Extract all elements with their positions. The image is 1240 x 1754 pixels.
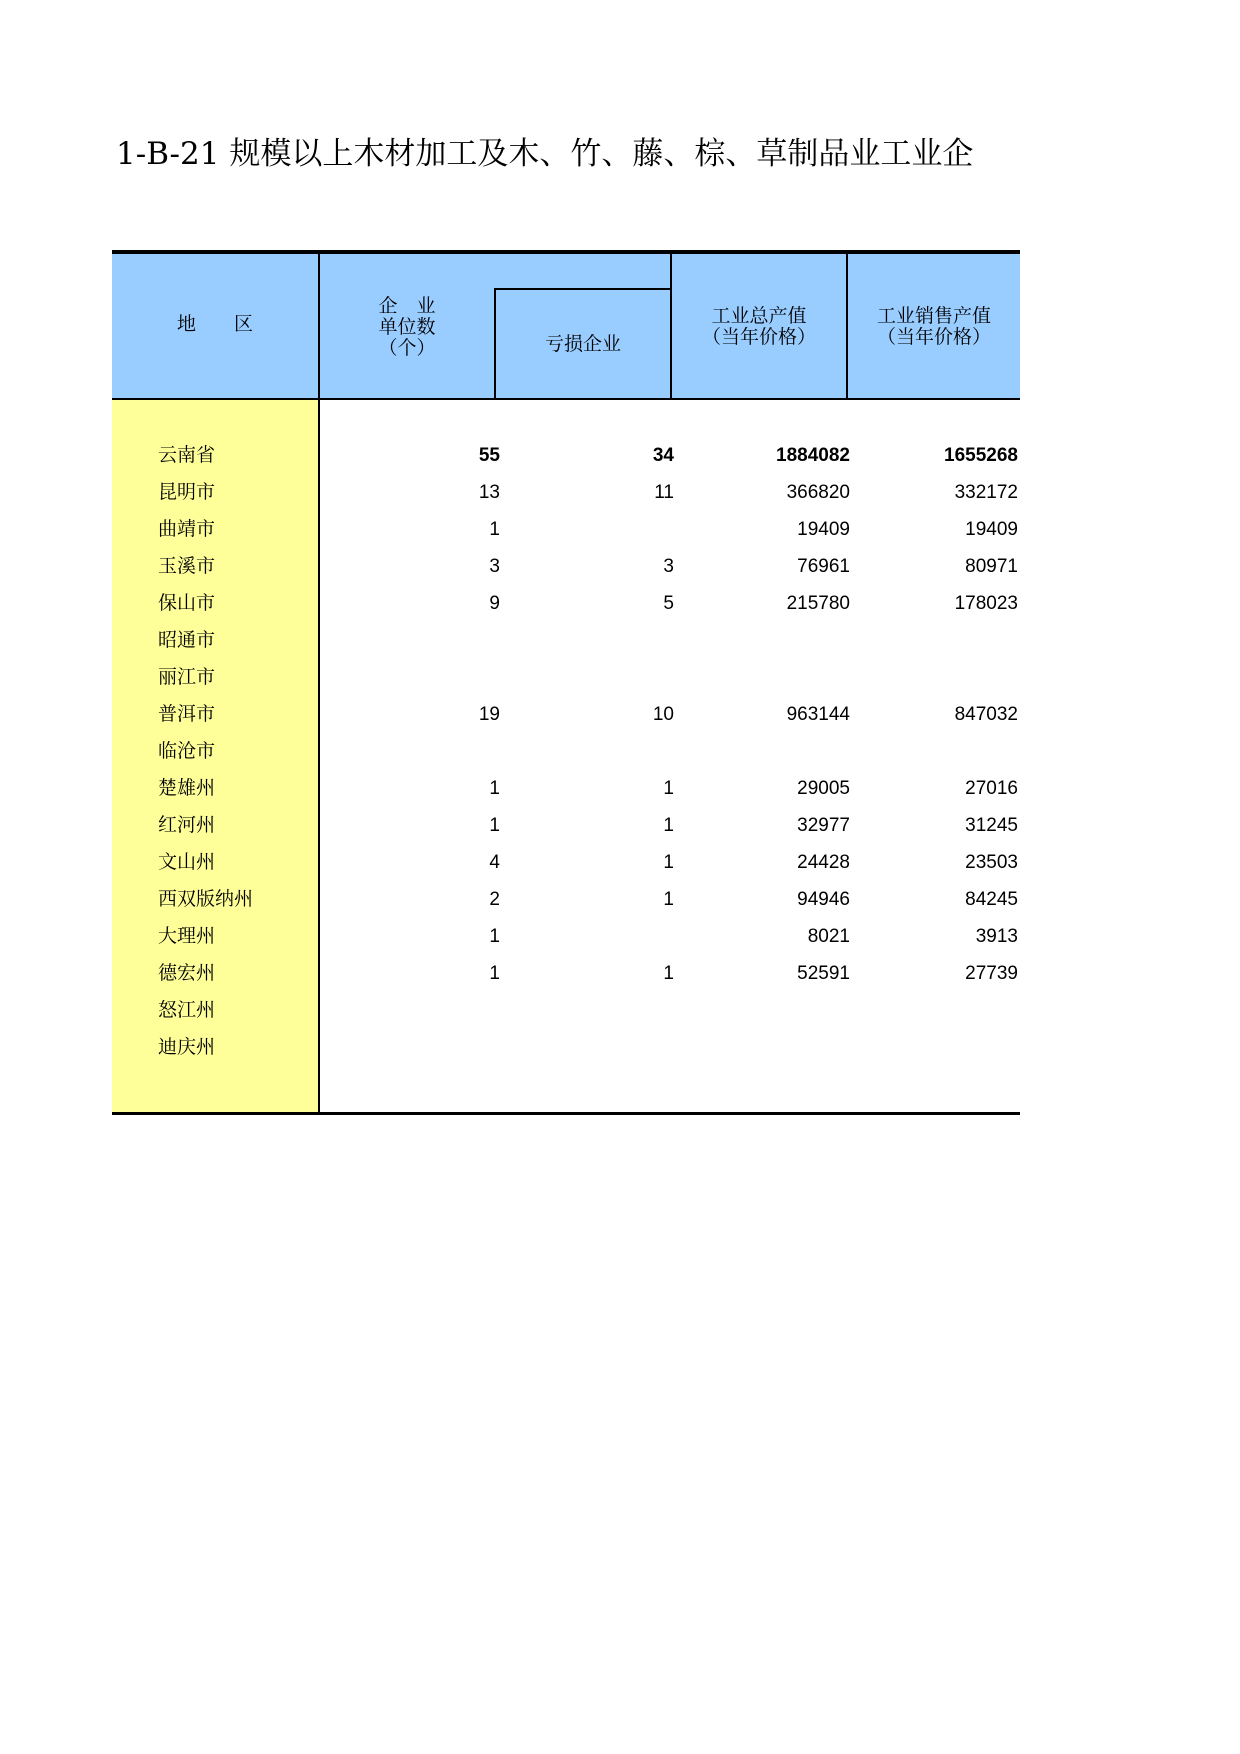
- output-value: 1884082: [776, 445, 850, 466]
- table-row: [112, 918, 1020, 955]
- units-value: 19: [478, 704, 500, 725]
- loss-value: 10: [652, 704, 674, 725]
- units-value: [320, 992, 500, 1029]
- loss-value: [496, 918, 674, 955]
- region-name: 西双版纳州: [158, 888, 254, 910]
- loss-value: [496, 1029, 674, 1066]
- units-value: 1: [489, 519, 500, 540]
- sales-value: 80971: [965, 556, 1018, 577]
- table-row: [112, 844, 1020, 881]
- header-output-line2: （当年价格）: [701, 326, 816, 348]
- units-value: 9: [489, 593, 500, 614]
- output-value: 19409: [797, 519, 850, 540]
- units-value: [320, 659, 500, 696]
- sales-value: 1655268: [944, 445, 1018, 466]
- sales-value: [848, 659, 1018, 696]
- table-row: [112, 733, 1020, 770]
- output-value: [672, 733, 850, 770]
- region-name: 德宏州: [158, 962, 216, 984]
- units-value: 3: [489, 556, 500, 577]
- header-sales-line1: 工业销售产值: [876, 305, 991, 327]
- output-value: 76961: [797, 556, 850, 577]
- region-name: 红河州: [158, 814, 216, 836]
- loss-value: 1: [663, 815, 674, 836]
- output-value: 366820: [786, 482, 850, 503]
- loss-value: 1: [663, 889, 674, 910]
- header-loss: 亏损企业: [544, 333, 621, 355]
- table-row: [112, 1029, 1020, 1066]
- region-name: 迪庆州: [158, 1036, 216, 1058]
- sales-value: [848, 1029, 1018, 1066]
- loss-value: 34: [652, 445, 674, 466]
- loss-value: [496, 511, 674, 548]
- region-name: 保山市: [158, 592, 216, 614]
- sales-value: [848, 992, 1018, 1029]
- units-value: 55: [478, 445, 500, 466]
- units-value: 2: [489, 889, 500, 910]
- units-value: 13: [478, 482, 500, 503]
- units-value: [320, 733, 500, 770]
- output-value: 32977: [797, 815, 850, 836]
- header-units-line2: 单位数: [378, 316, 436, 338]
- region-name: 曲靖市: [158, 518, 216, 540]
- output-value: 24428: [797, 852, 850, 873]
- loss-value: [496, 733, 674, 770]
- loss-value: 1: [663, 852, 674, 873]
- header-units: [320, 296, 494, 359]
- region-name: 楚雄州: [158, 777, 216, 799]
- units-value: 1: [489, 815, 500, 836]
- table-row: [112, 511, 1020, 548]
- table-row: [112, 955, 1020, 992]
- units-value: 1: [489, 926, 500, 947]
- region-name: 昭通市: [158, 629, 216, 651]
- units-value: 1: [489, 778, 500, 799]
- units-value: 1: [489, 963, 500, 984]
- sales-value: 178023: [954, 593, 1018, 614]
- sales-value: 31245: [965, 815, 1018, 836]
- loss-value: 11: [654, 482, 674, 503]
- loss-value: 1: [663, 963, 674, 984]
- output-value: 963144: [786, 704, 850, 725]
- region-name: 丽江市: [158, 666, 216, 688]
- table-row: [112, 992, 1020, 1029]
- statistics-table: [112, 250, 1020, 1116]
- header-sales-line2: （当年价格）: [876, 326, 991, 348]
- region-name: 云南省: [158, 444, 216, 466]
- loss-value: 5: [663, 593, 674, 614]
- output-value: 94946: [797, 889, 850, 910]
- sales-value: 27016: [965, 778, 1018, 799]
- sales-value: 3913: [975, 926, 1018, 947]
- sales-value: 84245: [965, 889, 1018, 910]
- table-row: [112, 659, 1020, 696]
- page-title: 1-B-21 规模以上木材加工及木、竹、藤、棕、草制品业工业企: [116, 136, 974, 172]
- sales-value: 27739: [965, 963, 1018, 984]
- table-row: [112, 807, 1020, 844]
- table-bottom-border: [112, 1112, 1020, 1115]
- header-sales: [848, 306, 1020, 348]
- region-name: 普洱市: [158, 703, 216, 725]
- region-name: 昆明市: [158, 481, 216, 503]
- units-value: [320, 1029, 500, 1066]
- header-output: [672, 306, 846, 348]
- header-units-line1: 企 业: [378, 295, 436, 317]
- sales-value: 19409: [965, 519, 1018, 540]
- sales-value: [848, 733, 1018, 770]
- loss-value: [496, 992, 674, 1029]
- output-value: [672, 992, 850, 1029]
- output-value: 29005: [797, 778, 850, 799]
- header-region: 地 区: [176, 313, 253, 335]
- output-value: [672, 622, 850, 659]
- header-units-line3: （个）: [378, 337, 436, 359]
- loss-value: 3: [663, 556, 674, 577]
- table-row: [112, 622, 1020, 659]
- output-value: [672, 659, 850, 696]
- units-value: [320, 622, 500, 659]
- sales-value: 23503: [965, 852, 1018, 873]
- table-row: [112, 881, 1020, 918]
- header-output-line1: 工业总产值: [711, 305, 807, 327]
- output-value: 52591: [797, 963, 850, 984]
- table-header: [112, 250, 1020, 400]
- loss-value: [496, 622, 674, 659]
- sales-value: 847032: [954, 704, 1018, 725]
- region-name: 怒江州: [158, 999, 216, 1021]
- region-name: 大理州: [158, 925, 216, 947]
- output-value: [672, 1029, 850, 1066]
- region-name: 文山州: [158, 851, 216, 873]
- output-value: 8021: [807, 926, 850, 947]
- sales-value: [848, 622, 1018, 659]
- loss-value: 1: [663, 778, 674, 799]
- loss-value: [496, 659, 674, 696]
- table-row: [112, 585, 1020, 622]
- region-name: 玉溪市: [158, 555, 216, 577]
- output-value: 215780: [786, 593, 850, 614]
- table-row: [112, 696, 1020, 733]
- units-value: 4: [489, 852, 500, 873]
- table-row: [112, 770, 1020, 807]
- region-name: 临沧市: [158, 740, 216, 762]
- table-row: [112, 474, 1020, 511]
- table-row: [112, 548, 1020, 585]
- sales-value: 332172: [954, 482, 1018, 503]
- table-row: [112, 437, 1020, 474]
